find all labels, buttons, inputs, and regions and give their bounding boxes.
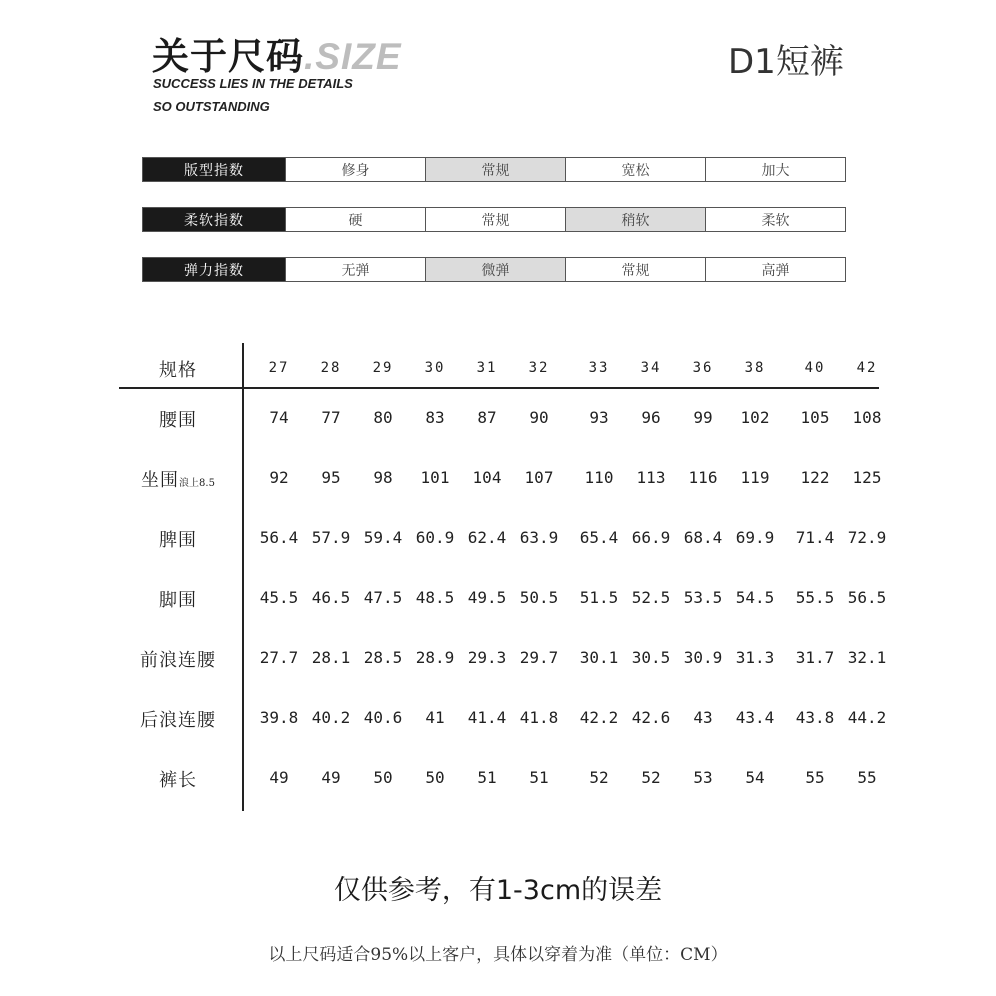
table-cell: 105 [800, 408, 830, 427]
row-label-text: 脚围 [159, 590, 197, 611]
table-cell: 96 [641, 408, 661, 427]
row-label-text: 坐围 [141, 470, 180, 491]
table-row-label [118, 586, 238, 612]
size-header-cell: 42 [856, 360, 878, 376]
table-cell: 90 [529, 408, 549, 427]
table-cell: 119 [740, 468, 770, 487]
table-cell: 52 [589, 768, 609, 787]
table-cell: 122 [800, 468, 830, 487]
table-cell: 43 [693, 708, 713, 727]
table-cell: 29.7 [519, 648, 559, 667]
table-cell: 107 [524, 468, 554, 487]
tagline-2: SO OUTSTANDING [153, 99, 270, 114]
disclaimer: 以上尺码适合95%以上客户，具体以穿着为准（单位：CM） [268, 945, 728, 965]
table-cell: 50 [373, 768, 393, 787]
table-cell: 55 [857, 768, 877, 787]
size-header-cell: 38 [744, 360, 766, 376]
row-label-sub: 浪上8.5 [179, 478, 215, 489]
table-cell: 113 [636, 468, 666, 487]
tolerance-note: 仅供参考，有1-3cm的误差 [333, 875, 663, 906]
table-cell: 29.3 [467, 648, 507, 667]
table-cell: 71.4 [795, 528, 835, 547]
table-cell: 72.9 [847, 528, 887, 547]
size-header-cell: 36 [692, 360, 714, 376]
table-cell: 49.5 [467, 588, 507, 607]
table-cell: 42.6 [631, 708, 671, 727]
table-cell: 39.8 [259, 708, 299, 727]
table-cell: 110 [584, 468, 614, 487]
table-cell: 51.5 [579, 588, 619, 607]
index-option: 常规 [425, 208, 565, 231]
table-cell: 30.9 [683, 648, 723, 667]
size-header-label: 规格 [159, 360, 197, 381]
index-row [142, 207, 846, 232]
table-cell: 28.5 [363, 648, 403, 667]
tagline-1: SUCCESS LIES IN THE DETAILS [153, 76, 353, 91]
table-cell: 41.8 [519, 708, 559, 727]
table-cell: 55 [805, 768, 825, 787]
table-cell: 77 [321, 408, 341, 427]
table-cell: 98 [373, 468, 393, 487]
table-cell: 50.5 [519, 588, 559, 607]
index-option: 柔软 [705, 208, 845, 231]
size-header-cell: 34 [640, 360, 662, 376]
table-cell: 50 [425, 768, 445, 787]
table-cell: 42.2 [579, 708, 619, 727]
table-cell: 108 [852, 408, 882, 427]
table-cell: 31.7 [795, 648, 835, 667]
table-cell: 32.1 [847, 648, 887, 667]
table-cell: 45.5 [259, 588, 299, 607]
table-cell: 44.2 [847, 708, 887, 727]
table-cell: 69.9 [735, 528, 775, 547]
index-label: 版型指数 [143, 158, 285, 181]
table-cell: 51 [477, 768, 497, 787]
size-table [0, 340, 887, 820]
index-option: 常规 [565, 258, 705, 281]
table-cell: 95 [321, 468, 341, 487]
table-cell: 116 [688, 468, 718, 487]
table-cell: 49 [269, 768, 289, 787]
table-row-label [118, 466, 238, 492]
table-cell: 55.5 [795, 588, 835, 607]
table-cell: 59.4 [363, 528, 403, 547]
title-cn: 关于尺码 [152, 35, 304, 78]
index-option-selected: 常规 [425, 158, 565, 181]
size-header-cell: 28 [320, 360, 342, 376]
table-cell: 101 [420, 468, 450, 487]
title-en: .SIZE [304, 36, 402, 77]
size-header-cell: 31 [476, 360, 498, 376]
table-cell: 74 [269, 408, 289, 427]
table-cell: 49 [321, 768, 341, 787]
page-title [152, 26, 402, 80]
index-option: 修身 [285, 158, 425, 181]
table-cell: 54.5 [735, 588, 775, 607]
table-cell: 125 [852, 468, 882, 487]
size-header-cell: 27 [268, 360, 290, 376]
table-cell: 47.5 [363, 588, 403, 607]
table-cell: 30.1 [579, 648, 619, 667]
row-label-text: 脾围 [159, 530, 197, 551]
size-header-cell: 32 [528, 360, 550, 376]
table-cell: 102 [740, 408, 770, 427]
table-cell: 92 [269, 468, 289, 487]
table-row-label [118, 766, 238, 792]
table-cell: 68.4 [683, 528, 723, 547]
table-cell: 43.8 [795, 708, 835, 727]
table-cell: 87 [477, 408, 497, 427]
table-cell: 27.7 [259, 648, 299, 667]
table-cell: 80 [373, 408, 393, 427]
table-cell: 53 [693, 768, 713, 787]
index-option: 硬 [285, 208, 425, 231]
table-cell: 31.3 [735, 648, 775, 667]
table-row-label [118, 706, 238, 732]
index-row [142, 257, 846, 282]
table-cell: 53.5 [683, 588, 723, 607]
table-cell: 62.4 [467, 528, 507, 547]
index-option: 高弹 [705, 258, 845, 281]
index-option: 加大 [705, 158, 845, 181]
table-row-label [118, 646, 238, 672]
index-option-selected: 微弹 [425, 258, 565, 281]
table-cell: 65.4 [579, 528, 619, 547]
table-cell: 99 [693, 408, 713, 427]
table-cell: 41.4 [467, 708, 507, 727]
index-option-selected: 稍软 [565, 208, 705, 231]
index-option: 宽松 [565, 158, 705, 181]
table-cell: 93 [589, 408, 609, 427]
table-cell: 40.6 [363, 708, 403, 727]
table-cell: 56.4 [259, 528, 299, 547]
table-cell: 40.2 [311, 708, 351, 727]
index-label: 弹力指数 [143, 258, 285, 281]
size-header-cell: 30 [424, 360, 446, 376]
product-name: D1短裤 [728, 42, 844, 82]
size-header-cell: 40 [804, 360, 826, 376]
table-cell: 52 [641, 768, 661, 787]
table-cell: 104 [472, 468, 502, 487]
table-cell: 28.9 [415, 648, 455, 667]
table-cell: 60.9 [415, 528, 455, 547]
row-label-text: 裤长 [159, 770, 197, 791]
table-row-label [118, 406, 238, 432]
table-cell: 48.5 [415, 588, 455, 607]
row-label-text: 后浪连腰 [140, 710, 216, 731]
table-cell: 52.5 [631, 588, 671, 607]
table-cell: 43.4 [735, 708, 775, 727]
index-row [142, 157, 846, 182]
table-cell: 66.9 [631, 528, 671, 547]
table-cell: 41 [425, 708, 445, 727]
table-cell: 54 [745, 768, 765, 787]
size-header-cell: 33 [588, 360, 610, 376]
table-cell: 63.9 [519, 528, 559, 547]
index-label: 柔软指数 [143, 208, 285, 231]
row-label-text: 腰围 [159, 410, 197, 431]
size-header-cell: 29 [372, 360, 394, 376]
table-cell: 28.1 [311, 648, 351, 667]
row-label-text: 前浪连腰 [140, 650, 216, 671]
table-cell: 57.9 [311, 528, 351, 547]
table-cell: 83 [425, 408, 445, 427]
table-cell: 51 [529, 768, 549, 787]
table-cell: 46.5 [311, 588, 351, 607]
table-row-label [118, 526, 238, 552]
index-option: 无弹 [285, 258, 425, 281]
table-cell: 30.5 [631, 648, 671, 667]
table-cell: 56.5 [847, 588, 887, 607]
